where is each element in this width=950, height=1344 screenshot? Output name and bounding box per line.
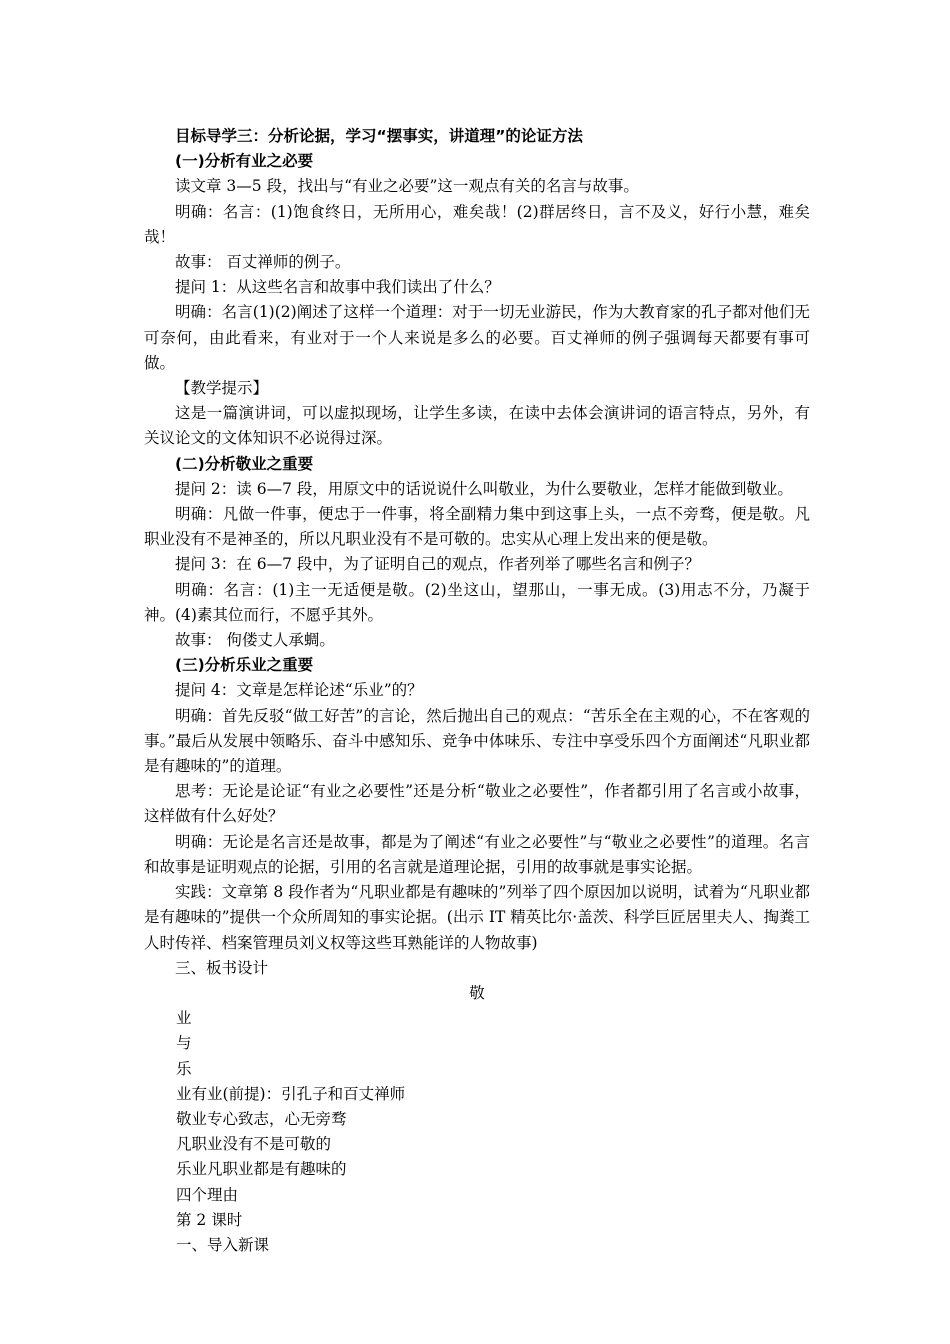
board-design-heading: 三、板书设计 <box>175 958 269 977</box>
document-body <box>144 124 810 1258</box>
board-line: 业有业(前提)：引孔子和百丈禅师 <box>176 1084 406 1103</box>
paragraph: 明确：名言：(1)主一无适便是敬。(2)坐这山，望那山，一事无成。(3)用志不分，乃凝于神。(4)素其位而行，不愿乎其外。 <box>144 580 810 624</box>
paragraph: 提问 3：在 6—7 段中，为了证明自己的观点，作者列举了哪些名言和例子？ <box>175 555 700 574</box>
paragraph: 明确：无论是名言还是故事，都是为了阐述“有业之必要性”与“敬业之必要性”的道理。名言和故事是证明观点的论据，引用的名言就是道理论据，引用的故事就是事实论据。 <box>144 832 810 876</box>
section-title: 目标导学三：分析论据，学习“摆事实，讲道理”的论证方法 <box>175 127 583 145</box>
paragraph: 明确：名言(1)(2)阐述了这样一个道理：对于一切无业游民，作为大教育家的孔子都对他们无可奈何，由此看来，有业对于一个人来说是多么的必要。百丈禅师的例子强调每天都要有事可做。 <box>144 303 810 372</box>
lesson-2-label: 第 2 课时 <box>176 1210 243 1229</box>
board-line: 四个理由 <box>176 1185 239 1204</box>
paragraph: 读文章 3—5 段，找出与“有业之必要”这一观点有关的名言与故事。 <box>175 177 639 196</box>
board-line: 业 <box>176 1009 192 1028</box>
teaching-tip-label: 【教学提示】 <box>175 379 269 398</box>
board-line: 凡职业没有不是可敬的 <box>176 1135 332 1154</box>
board-line: 敬 <box>469 983 485 1002</box>
paragraph: 明确：名言：(1)饱食终日，无所用心，难矣哉！(2)群居终日，言不及义，好行小慧，难矣哉！ <box>144 202 810 246</box>
paragraph: 故事： 百丈禅师的例子。 <box>175 253 351 272</box>
paragraph: 思考：无论是论证“有业之必要性”还是分析“敬业之必要性”，作者都引用了名言或小故事，这样做有什么好处？ <box>144 782 810 826</box>
board-line: 与 <box>176 1034 192 1053</box>
subheading-2: (二)分析敬业之重要 <box>175 454 314 473</box>
paragraph: 实践：文章第 8 段作者为“凡职业都是有趣味的”列举了四个原因加以说明，试着为“凡职业都是有趣味的”提供一个众所周知的事实论据。(出示 IT 精英比尔·盖茨、科学巨匠居里夫人、掏粪工人时传祥、档案管理员刘义权等这些耳熟能详的人物故事) <box>144 883 810 952</box>
paragraph: 这是一篇演讲词，可以虚拟现场，让学生多读，在读中去体会演讲词的语言特点，另外，有关议论文的文体知识不必说得过深。 <box>144 404 810 448</box>
paragraph: 故事： 佝偻丈人承蜩。 <box>175 631 335 650</box>
board-line: 敬业专心致志，心无旁骛 <box>176 1109 347 1128</box>
intro-heading: 一、导入新课 <box>176 1235 270 1254</box>
paragraph: 提问 4：文章是怎样论述“乐业”的？ <box>175 681 423 700</box>
subheading-3: (三)分析乐业之重要 <box>175 656 314 675</box>
paragraph: 明确：首先反驳“做工好苦”的言论，然后抛出自己的观点：“苦乐全在主观的心，不在客观的事。”最后从发展中领略乐、奋斗中感知乐、竞争中体味乐、专注中享受乐四个方面阐述“凡职业都是有趣味的”的道理。 <box>144 706 810 776</box>
paragraph: 提问 2：读 6—7 段，用原文中的话说说什么叫敬业，为什么要敬业，怎样才能做到敬业。 <box>175 479 793 498</box>
paragraph: 提问 1：从这些名言和故事中我们读出了什么？ <box>175 278 500 297</box>
paragraph: 明确：凡做一件事，便忠于一件事，将全副精力集中到这事上头，一点不旁骛，便是敬。凡职业没有不是神圣的，所以凡职业没有不是可敬的。忠实从心理上发出来的便是敬。 <box>144 505 810 549</box>
board-line: 乐 <box>176 1059 192 1078</box>
board-line: 乐业凡职业都是有趣味的 <box>176 1160 347 1179</box>
subheading-1: (一)分析有业之必要 <box>175 152 314 171</box>
